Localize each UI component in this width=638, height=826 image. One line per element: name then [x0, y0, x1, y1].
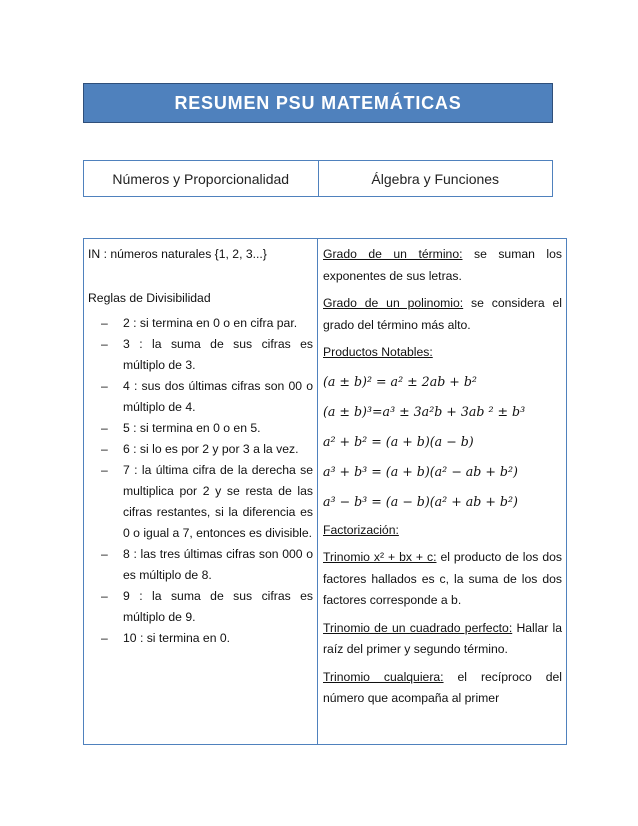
- trinomial-def: [323, 547, 562, 612]
- divisibility-rule: – 6 : si lo es por 2 y por 3 a la vez.: [88, 439, 313, 460]
- naturals-definition: IN : números naturales {1, 2, 3...}: [88, 247, 267, 261]
- perfect-square-def: [323, 618, 562, 661]
- divisibility-rules-list: [88, 313, 313, 649]
- divisibility-rule: – 8 : las tres últimas cifras son 000 o es múltiplo de 8.: [88, 544, 313, 586]
- divisibility-rule: – 2 : si termina en 0 o en cifra par.: [88, 313, 313, 334]
- formula: a³ − b³ = (a − b)(a² + ab + b²): [323, 493, 518, 509]
- formula: (a ± b)³=a³ ± 3a²b + 3ab ² ± b³: [323, 403, 526, 419]
- any-trinomial-label: Trinomio cualquiera:: [323, 669, 444, 684]
- section-header-row: [83, 160, 553, 197]
- divisibility-rule: – 4 : sus dos últimas cifras son 00 o múltiplo de 4.: [88, 376, 313, 418]
- term-degree-label: Grado de un término:: [323, 247, 463, 261]
- divisibility-rule: – 10 : si termina en 0.: [88, 628, 313, 649]
- trinomial-text: el producto de los dos factores hallados es c, la suma de los dos factores corresponde a b.: [323, 550, 562, 607]
- formula: (a ± b)² = a² ± 2ab + b²: [323, 373, 477, 389]
- formula: a³ + b³ = (a + b)(a² − ab + b²): [323, 463, 518, 479]
- divisibility-heading: Reglas de Divisibilidad: [88, 290, 211, 305]
- algebra-column: [318, 239, 566, 744]
- poly-degree-label: Grado de un polinomio:: [323, 296, 464, 310]
- page-title: RESUMEN PSU MATEMÁTICAS: [83, 83, 553, 123]
- perfect-square-text: Hallar la raíz del primer y segundo término.: [323, 620, 562, 656]
- factorization-heading: Factorización:: [323, 522, 399, 537]
- perfect-square-label: Trinomio de un cuadrado perfecto:: [323, 620, 513, 635]
- divisibility-rule: – 9 : la suma de sus cifras es múltiplo de 9.: [88, 586, 313, 628]
- poly-degree-text: se considera el grado del término más alto.: [323, 296, 562, 332]
- divisibility-rule: – 7 : la última cifra de la derecha se multiplica por 2 y se resta de las cifras restantes, si la diferencia es 0 o igual a 7, entonces es divisible.: [88, 460, 313, 544]
- section-header-algebra: Álgebra y Funciones: [318, 161, 553, 196]
- trinomial-label: Trinomio x² + bx + c:: [323, 550, 437, 564]
- divisibility-rule: – 3 : la suma de sus cifras es múltiplo de 3.: [88, 334, 313, 376]
- term-degree-def: [323, 244, 562, 287]
- content-table: [83, 238, 567, 745]
- numbers-column: [84, 239, 318, 744]
- divisibility-rule: – 5 : si termina en 0 o en 5.: [88, 418, 313, 439]
- any-trinomial-def: [323, 667, 562, 710]
- formula: a² + b² = (a + b)(a − b): [323, 433, 474, 449]
- any-trinomial-text: el recíproco del número que acompaña al primer: [323, 669, 562, 705]
- poly-degree-def: [323, 293, 562, 336]
- term-degree-text: se suman los exponentes de sus letras.: [323, 247, 562, 283]
- section-header-numbers: Números y Proporcionalidad: [112, 170, 290, 187]
- notable-products-heading: Productos Notables:: [323, 345, 433, 359]
